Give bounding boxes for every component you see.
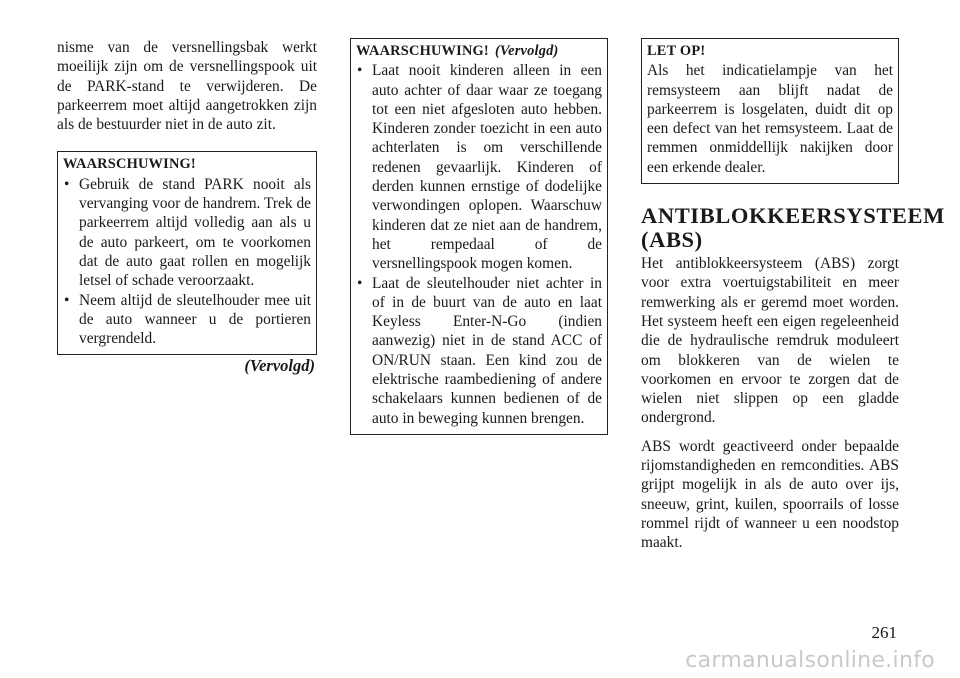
note-box [641,38,899,184]
continued-label: (Vervolgd) [244,356,315,376]
warning-box [57,151,317,355]
column-1 [57,38,317,376]
bullet-icon: • [357,62,363,80]
column-2 [350,38,608,435]
section-heading: ANTIBLOKKEERSYSTEEM (ABS) [641,203,945,253]
warning-list [63,175,311,349]
column-3 [641,38,945,553]
bullet-icon: • [357,274,363,292]
warning-list [356,61,602,428]
warning-title: WAARSCHUWING! (Vervolgd) [356,43,559,59]
warning-title: WAARSCHUWING! [63,156,196,173]
list-item: • Neem altijd de sleutelhouder mee uit de auto wanneer u de portieren vergrendeld. [64,291,311,348]
list-item: • Laat nooit kinderen alleen in een auto achter of daar waar ze toegang tot een niet afgesloten auto hebben. Kinderen zonder toezicht in een auto achterlaten is om verschillende redenen gevaarlijk. Kinderen of derden kunnen ernstige of dodelijke verwondingen oplopen. Waarschuw kinderen dat ze niet aan de handrem, het rempedaal of de versnellingspook mogen komen. [357,62,602,273]
page-number: 261 [871,623,897,642]
list-item: • Laat de sleutelhouder niet achter in of in de buurt van de auto en laat Keyless Enter-N-Go (indien aanwezig) niet in de stand ACC of ON/RUN staan. Een kind zou de elektrische raambediening of andere schakelaars kunnen bedienen of de auto in beweging kunnen brengen. [357,274,602,427]
note-text: Als het indicatielampje van het remsysteem aan blijft nadat de parkeerrem is losgelaten, duidt dit op een defect van het remsysteem. Laat de remmen onmiddellijk nakijken door een erkende dealer. [647,62,893,176]
continued-label: (Vervolgd) [494,43,559,59]
body-paragraph: ABS wordt geactiveerd onder bepaalde rijomstandigheden en remcondities. ABS grijpt mogelijk in als de auto over ijs, sneeuw, grint, kuilen, spoorrails of losse rommel rijdt of wanneer u een noodstop maakt. [641,437,899,552]
bullet-icon: • [64,291,70,309]
warning-box-continued [350,38,608,435]
body-paragraph: Het antiblokkeersysteem (ABS) zorgt voor extra voertuigstabiliteit en meer remwerking als er geremd moet worden. Het systeem heeft een eigen regeleenheid die de hydraulische remdruk moduleert om blokkeren van de wielen te voorkomen en ervoor te zorgen dat de wielen niet slippen op een gladde ondergrond. [641,255,899,427]
watermark: carmanualsonline.info [685,648,935,673]
intro-paragraph: nisme van de versnellingsbak werkt moeilijk zijn om de versnellingspook uit de PARK-stand te verwijderen. De parkeerrem moet altijd aangetrokken zijn als de bestuurder niet in de auto zit. [57,39,317,134]
note-title: LET OP! [647,43,706,59]
list-item: • Gebruik de stand PARK nooit als vervanging voor de handrem. Trek de parkeerrem altijd volledig aan als u de auto parkeert, om te voorkomen dat de auto gaat rollen en mogelijk letsel of schade veroorzaakt. [64,175,311,290]
bullet-icon: • [64,175,70,193]
